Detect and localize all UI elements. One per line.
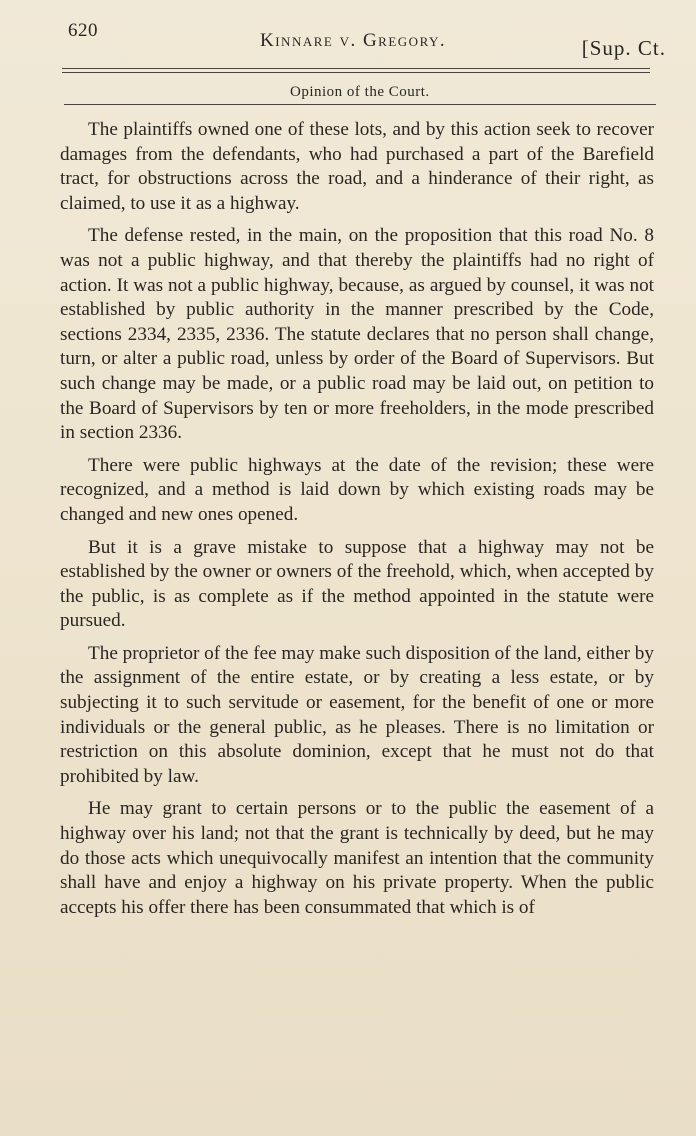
- opinion-body: [60, 118, 654, 928]
- court-tag: [Sup. Ct.: [581, 36, 666, 60]
- paragraph: The defense rested, in the main, on the proposition that this road No. 8 was not a public highway, and that thereby the plaintiffs had no right of action. It was not a public highway, because, as argued by counsel, it was not established by public authority in the manner prescribed by the Code, sections 2334, 2335, 2336. The statute declares that no person shall change, turn, or alter a public road, unless by order of the Board of Supervisors. But such change may be made, or a public road may be laid out, on petition to the Board of Supervisors by ten or more freeholders, in the mode prescribed in section 2336.: [60, 225, 654, 444]
- header-rule-top-double: [62, 72, 650, 73]
- page-number: 620: [68, 20, 98, 41]
- running-title: Kinnare v. Gregory.: [260, 30, 447, 51]
- paragraph: The proprietor of the fee may make such disposition of the land, either by the assignment of the entire estate, or by creating a less estate, or by subjecting it to such servitude or easement, for the benefit of one or more individuals or the general public, as he pleases. There is no limitation or restriction on this absolute dominion, except that he must not do that prohibited by law.: [60, 642, 654, 787]
- opinion-subheading: Opinion of the Court.: [290, 84, 430, 100]
- paragraph: But it is a grave mistake to suppose that a highway may not be established by the owner or owners of the freehold, which, when accepted by the public, is as complete as if the method appointed in the statute were pursued.: [60, 536, 654, 632]
- header-rule-top: [62, 68, 650, 69]
- paragraph: He may grant to certain persons or to the public the easement of a highway over his land; not that the grant is technically by deed, but he may do those acts which unequivocally manifest an intention that the community shall have and enjoy a highway on his private property. When the public accepts his offer there has been consummated that which is of: [60, 798, 654, 918]
- running-header: [62, 18, 666, 58]
- subheading-rule: [64, 104, 656, 105]
- paragraph: There were public highways at the date of the revision; these were recognized, and a method is laid down by which existing roads may be changed and new ones opened.: [60, 454, 654, 525]
- paragraph: The plaintiffs owned one of these lots, and by this action seek to recover damages from the defendants, who had purchased a part of the Barefield tract, for obstructions across the road, and a hinderance of their right, as claimed, to use it as a highway.: [60, 119, 654, 214]
